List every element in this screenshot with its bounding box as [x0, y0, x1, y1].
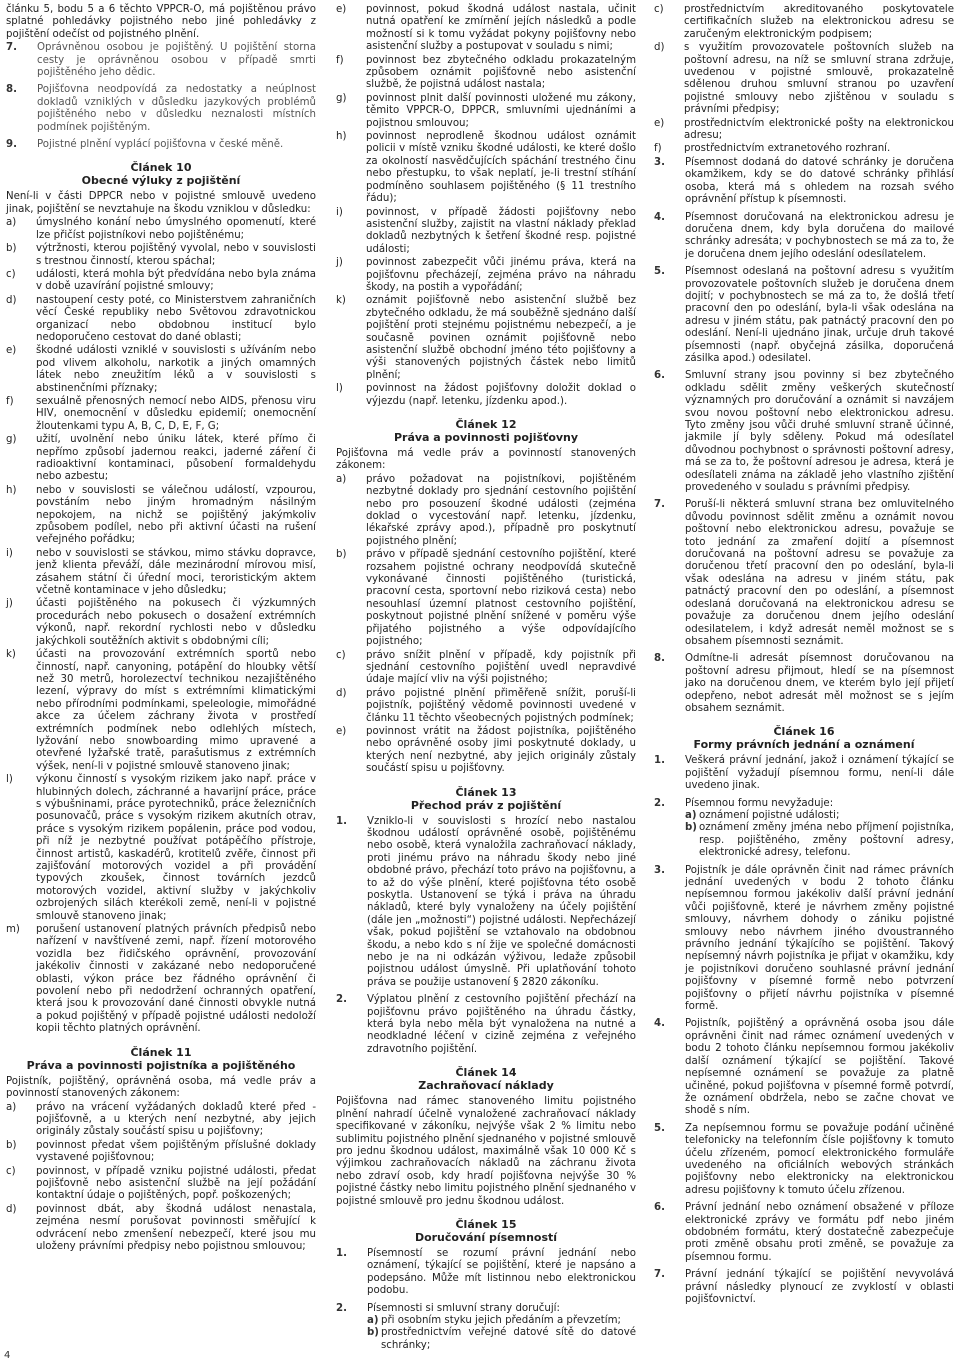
article-title: Přechod práv z pojištění	[410, 798, 562, 812]
item-marker: 6.	[654, 370, 665, 382]
numbered-item	[654, 499, 954, 648]
list-a12	[336, 474, 636, 776]
list-a15-subs-cont	[654, 4, 954, 156]
item-text: Veškerá právní jednání, jakož i oznámení týkající se pojištění vyžadují písemnou formu, není-li dále uvedeno jinak.	[685, 755, 954, 792]
item-text: prostřednictvím elektronické pošty na elektronickou adresu;	[684, 117, 954, 142]
article-intro: Není-li v části DPPCR nebo v pojistné smlouvě uvedeno jinak, pojištění se nevztahuje na škodu vzniklou v důsledku:	[6, 191, 316, 215]
numbered-item	[654, 1269, 954, 1306]
list-item	[6, 396, 316, 433]
item-text: povinnost, pokud škodná událost nastala, učinit nutná opatření ke zmírnění jejích následků a podle možností si k tomu vyžádat pokyny pojišťovny nebo asistenční služby a postupovat v souladu s nimi;	[366, 4, 636, 53]
item-marker: e)	[654, 117, 665, 129]
list-item	[336, 474, 636, 548]
item-text: povinnost předat všem pojištěným příslušné doklady vystavené pojišťovnou;	[36, 1139, 316, 1164]
item-marker: c)	[336, 649, 346, 661]
item-text: účasti pojištěného na pokusech či výzkumných procedurách nebo pokusech o dosažení extrémních výkonů, např. rekordní rychlosti nebo v důsledku jakýchkoli soutěžních aktivit s obdobnými cíli;	[36, 598, 316, 647]
item-marker: a)	[6, 1101, 17, 1113]
article-number: Článek 14	[455, 1066, 517, 1080]
item-text: povinnost dbát, aby škodná událost nenastala, zejména nesmí porušovat povinnosti směřující k odvrácení nebo zmenšení nebezpečí, které jsou mu uloženy právními předpisy nebo pojistnou smlouvou;	[36, 1203, 316, 1252]
item-text: užití, uvolnění nebo úniku látek, které přímo či nepřímo způsobí jadernou reakci, jaderné záření či radioaktivní kontaminaci, působení formaldehydu nebo azbestu;	[36, 434, 316, 483]
item-text: Písemnost odeslaná na poštovní adresu s využitím provozovatele poštovních služeb je doručena dnem dojití; v pochybnostech se má za to, že došlá třetí pracovní den po odeslání, byla-li však odeslána na adresu v jiném státu, pak patnáctý pracovní den po odeslání. Není-li ujednáno jinak, určuje druh takové písemnosti (např. obyčejná zásilka, doporučená zásilka apod.) odesilatel.	[685, 266, 954, 364]
article-heading	[654, 725, 954, 751]
sub-item	[685, 810, 954, 822]
list-item	[6, 295, 316, 345]
numbered-item	[654, 370, 954, 494]
item-text: Výplatou plnění z cestovního pojištění přechází na pojišťovnu právo pojištěného na úhradu částky, která byla nebo měla být vynaložena na nutné a neodkladné léčení v cizině zejména z veřejného zdravotního pojištění.	[367, 994, 636, 1055]
item-text: nastoupení cesty poté, co Ministerstvem zahraničních věcí České republiky nebo Světovou zdravotnickou organizací nebo obdobnou institucí bylo nedoporučeno cestovat do dané oblasti;	[36, 294, 316, 343]
item-marker: b)	[6, 1139, 17, 1151]
item-text: Za nepísemnou formu se považuje podání učiněné telefonicky na telefonním čísle pojišťovny k tomuto účelu zřízeném, pomocí elektronického formuláře uvedeného na oficiálních webových stránkách pojišťovny nebo elektronicky na elektronickou adresu pojišťovny k tomuto účelu zřízenou.	[685, 1122, 954, 1196]
item-marker: m)	[6, 924, 20, 936]
article-heading	[336, 1218, 636, 1244]
numbered-item	[336, 816, 636, 990]
column-1	[6, 4, 316, 1254]
list-a11-cont	[336, 4, 636, 408]
item-text: prostřednictvím akreditovaného poskytovatele certifikačních služeb na elektronickou adresu se zaručeným elektronickým podpisem;	[684, 4, 954, 40]
item-text: povinnost plnit další povinnosti uložené mu zákony, těmito VPPCR-O, DPPCR, smluvními ujednáními a pojistnou smlouvou;	[366, 92, 636, 129]
item-marker: j)	[336, 257, 343, 269]
item-text: Vzniklo-li v souvislosti s hrozící nebo nastalou škodnou událostí oprávněné osobě, pojištěnému nebo osobě, která vynaložila zachraňovací náklady, proti jinému právo na náhradu škody nebo jiné obdobné právo, přechází toto právo na pojišťovnu, a to až do výše plnění, které pojišťovna této osobě poskytla. Ustanovení se týká i práva na úhradu nákladů, které byly vynaloženy na účely pojištění (dále jen „možnosti“) pojistné události. Nepřecházejí však, pokud pojištění se vztahovalo na obdobnou škodu, a nebo kdo s ní žije ve společné domácnosti nebo je na ni odkázán výživou, ledaže způsobil pojistnou událost úmyslně. Při uplatňování tohoto práva se použije ustanovení § 2820 zákoníku.	[367, 815, 636, 988]
item-text: oznámit pojišťovně nebo asistenční službě bez zbytečného odkladu, že má souběžně sjednáno další pojištění proti stejnému pojistnému nebezpečí, a je současně povinen oznámit pojišťovně nebo asistenční službě obchodní jméno této pojišťovny a výši stanovených pojistných částek nebo limitů plnění;	[366, 295, 636, 381]
article-heading	[336, 786, 636, 812]
item-text: povinnost, v případě vzniku pojistné události, předat pojišťovně nebo asistenční službě na její požádání kontaktní údaje o pojištěných, popř. poškozených;	[36, 1165, 316, 1202]
list-item	[6, 345, 316, 395]
item-text: Písemnou formu nevyžaduje:	[685, 797, 834, 809]
item-marker: d)	[336, 687, 347, 699]
item-text: účasti na provozování extrémních sportů nebo činností, např. canyoning, potápění do hloubky větší než 30 metrů, horolezectví technikou nezajištěného lezení, výpravy do míst s extrémními klimatickými nebo přírodními podmínkami, speleologie, mimořádné akce za účelem záchrany života v prostředí extrémních podmínek nebo odlehlých místech, lyžování nebo snowboarding mimo upravené a otevřené lyžařské tratě, parašutismus z extrémních výšek, není-li v pojistné smlouvě stanoveno jinak;	[36, 649, 316, 772]
item-text: Smluvní strany jsou povinny si bez zbytečného odkladu sdělit změny veškerých skutečností významných pro doručování a oznámit si navzájem svou novou poštovní nebo elektronickou adresu. Tyto změny jsou vůči druhé smluvní straně účinné, jakmile jí byly sděleny. Pokud má odesílatel důvodnou pochybnost o správnosti poštovní adresy, má se za to, že poštovní adresou je adresa, která je odesílateli známa na základě jeho vlastního zjištění provedeného v souladu s právními předpisy.	[685, 370, 954, 494]
list-item	[336, 55, 636, 92]
list-item	[6, 598, 316, 648]
article-number: Článek 15	[455, 1217, 517, 1231]
numbered-item	[6, 42, 316, 79]
item-text: právo snížit plnění v případě, kdy pojistník při sjednání cestovního pojištění uvedl nepravdivé údaje mající vliv na výši pojistného;	[366, 649, 636, 686]
item-marker: d)	[6, 1203, 17, 1215]
item-text: Písemnost dodaná do datové schránky je doručena okamžikem, kdy se do datové schránky přihlásí osoba, která má s ohledem na rozsah svého oprávnění přístup k písemnosti.	[685, 156, 954, 206]
item-number: 9.	[6, 139, 17, 151]
sub-item-text: oznámení změny jména nebo příjmení pojistníka, resp. pojištěného, změny poštovní adresy, elektronické adresy, telefonu.	[699, 822, 954, 859]
item-text: Oprávněnou osobou je pojištěný. U pojištění storna cesty je oprávněnou osobou v případě smrti pojištěného jeho dědic.	[37, 42, 316, 79]
item-marker: f)	[654, 143, 662, 155]
list-item	[6, 1204, 316, 1254]
article-number: Článek 10	[130, 161, 192, 175]
column-3	[654, 4, 954, 1311]
item-text: Písemnosti si smluvní strany doručují:	[367, 1302, 560, 1314]
item-text: povinnost neprodleně škodnou událost oznámit policii v místě vzniku škodné události, ke které došlo za okolností nasvědčujících spáchání trestného činu nebo přestupku, to však neplatí, je-li trestní stíhání podmíněno souhlasem pojištěného (§ 11 trestního řádu);	[366, 131, 636, 205]
numbered-item	[6, 84, 316, 134]
item-text: prostřednictvím extranetového rozhraní.	[684, 143, 891, 155]
sub-item-text: oznámení pojistné události;	[699, 809, 840, 821]
list-a10	[6, 217, 316, 1035]
item-text: Poruší-li některá smluvní strana bez omluvitelného důvodu povinnost sdělit změnu a oznámit novou poštovní nebo elektronickou adresu, považuje se toto jednání za zmaření dojití a písemnost doručovaná na poštovní adresu se považuje za doručenou třetí pracovní den po odeslání, byla-li však odeslána na adresu v jiném státu, pak patnáctý pracovní den po odeslání, a písemnost odeslaná doručovaná na elektronickou adresu se považuje za doručenou dnem jejího odeslání odesilatelem, i když adresát neměl možnost se s obsahem písemnosti seznámit.	[685, 499, 954, 647]
list-item	[6, 269, 316, 294]
list-item	[336, 549, 636, 648]
article-heading	[6, 1046, 316, 1072]
page-number: 4	[4, 1350, 11, 1361]
list-a11	[6, 1102, 316, 1254]
item-marker: h)	[6, 484, 17, 496]
numbered-item	[654, 212, 954, 262]
sub-item	[367, 1327, 636, 1352]
sub-item	[367, 1315, 636, 1327]
item-text: právo požadovat na pojistníkovi, pojištěném nezbytné doklady pro sjednání cestovního pojištění nebo pro posouzení škodné události (zejména doklad o vycestování např. letenku, jízdenku, lékařské zprávy apod.), případně pro poskytnutí pojistného plnění;	[366, 473, 636, 547]
item-marker: c)	[6, 268, 16, 280]
numbered-item	[654, 755, 954, 792]
list-item	[6, 485, 316, 547]
paragraph-continued: článku 5, bodu 5 a 6 těchto VPPCR-O, má pojištěnou právo splatné pohledávky pojistného nebo jiné pohledávky z pojištění odečíst od pojistného plnění.	[6, 4, 316, 40]
list-item	[336, 295, 636, 382]
list-item	[6, 217, 316, 242]
numbered-item	[654, 266, 954, 365]
list-item	[336, 383, 636, 408]
item-marker: g)	[6, 434, 17, 446]
list-item	[336, 207, 636, 257]
item-marker: 7.	[654, 499, 665, 511]
item-text: povinnost, v případě žádosti pojišťovny nebo asistenční služby, zajistit na vlastní náklady překlad dokladů nezbytných k šetření škodné resp. pojistné události;	[366, 206, 636, 255]
column-2	[336, 4, 636, 1357]
item-marker: i)	[336, 206, 343, 218]
list-item	[6, 434, 316, 484]
item-text: právo pojistné plnění přiměřeně snížit, poruší-li pojistník, pojištěný vědomě povinnosti uvedené v článku 11 těchto všeobecných pojistných podmínek;	[366, 687, 636, 724]
list-item	[336, 93, 636, 130]
numbered-item	[336, 994, 636, 1056]
article-number: Článek 16	[773, 725, 835, 739]
item-text: povinnost zabezpečit vůči jinému práva, která na pojišťovnu přecházejí, zejména právo na náhradu škody, na postih a vypořádání;	[366, 257, 636, 293]
item-marker: 8.	[654, 653, 665, 665]
numbered-item	[654, 1123, 954, 1197]
item-marker: 5.	[654, 1122, 665, 1134]
item-marker: k)	[336, 295, 346, 307]
item-text: právo na vrácení vyžádaných dokladů které před pojišťovně, a u kterých není nezbytné, aby jejich originály zůstaly součástí spisu u pojišťovny;	[36, 1101, 316, 1138]
list-a15	[336, 1248, 636, 1352]
item-text: Pojistník je dále oprávněn činit nad rámec právních jednání uvedených v bodu 2 tohoto článku nepísemnou formou jakékoliv další právní jednání vůči pojišťovně, které je návrhem změny pojistné smlouvy, návrhem dohody o zániku pojistné smlouvy nebo návrhem jiného dvoustranného právního jednání týkajícího se pojištění. Takový nepísemný návrh pojistníka je přijat v okamžiku, kdy je pojistníkovi doručeno souhlasné právní jednání pojišťovny v písemné formě nebo potvrzení pojišťovny o přijetí návrhu pojistníka v písemné formě.	[685, 864, 954, 1013]
numbered-item	[654, 1202, 954, 1264]
item-marker: e)	[336, 725, 347, 737]
article-title: Formy právních jednání a oznámení	[693, 738, 915, 752]
list-item	[654, 4, 954, 41]
item-text: výtržnosti, kterou pojištěný vyvolal, nebo v souvislosti s trestnou činností, kterou spáchal;	[36, 243, 316, 267]
sub-item	[685, 822, 954, 859]
list-item	[654, 118, 954, 143]
sub-item-text: prostřednictvím veřejné datové sítě do datové schránky;	[381, 1327, 636, 1351]
list-item	[6, 649, 316, 773]
list-a15-cont	[654, 157, 954, 715]
item-marker: f)	[6, 395, 14, 407]
sub-item-text: při osobním styku jejich předáním a převzetím;	[381, 1314, 621, 1326]
article-text: Pojišťovna nad rámec stanoveného limitu pojistného plnění nahradí účelně vynaložené zachraňovací náklady specifikované v zákoníku, nejvýše však 2 % limitu nebo sublimitu pojistného plnění sjednaného v pojistné smlouvě pro jednu škodnou událost, maximálně však 10 000 Kč s výjimkou zachraňovacích nákladů na záchranu života nebo zdraví osob, kdy hradí pojišťovna nejvýše 30 % pojistné částky nebo limitu pojistného plnění sjednaného v pojistné smlouvě pro jednu škodnou událost.	[336, 1096, 636, 1207]
item-text: povinnost vrátit na žádost pojistníka, pojištěného nebo oprávněné osoby jimi poskytnuté doklady, u kterých není nezbytné, aby jejich originály zůstaly součástí spisu u pojišťovny.	[366, 725, 636, 775]
article-heading	[336, 1066, 636, 1092]
item-number: 7.	[6, 42, 17, 54]
item-marker: 4.	[654, 1018, 665, 1030]
item-text: Právní jednání týkající se pojištění nevyvolává právní následky plynoucí ze zvyklostí v oblasti pojišťovnictví.	[685, 1269, 954, 1305]
item-text: nebo v souvislosti se válečnou událostí, vzpourou, povstáním nebo jiným hromadným násilným nepokojem, na nichž se pojištěný jakýmkoliv způsobem podílel, nebo při aktivní účasti na rušení veřejného pořádku;	[36, 484, 316, 546]
sub-item-marker: b)	[685, 822, 697, 834]
list-item	[6, 243, 316, 268]
article-title: Doručování písemností	[414, 1230, 558, 1244]
list-item	[654, 143, 954, 155]
list-item	[6, 1102, 316, 1139]
item-marker: b)	[336, 549, 347, 561]
item-text: sexuálně přenosných nemocí nebo AIDS, přenosu viru HIV, onemocnění v důsledku epidemií; onemocnění žloutenkami typu A, B, C, D, E, F, G;	[36, 395, 316, 432]
item-marker: h)	[336, 131, 347, 143]
list-item	[6, 1166, 316, 1203]
item-text: Písemností se rozumí právní jednání nebo oznámení, týkající se pojištění, které je napsáno a podepsáno. Může mít listinnou nebo elektronickou podobu.	[367, 1247, 636, 1297]
item-text: Pojišťovna neodpovídá za nedostatky a neúplnost dokladů vzniklých v důsledku jazykových problémů pojištěného nebo v důsledku neznalosti místních podmínek pojištěným.	[37, 84, 316, 133]
article-intro: Pojistník, pojištěný, oprávněná osoba, má vedle práv a povinností stanovených zákonem:	[6, 1075, 316, 1100]
item-text: s využitím provozovatele poštovních služeb na poštovní adresu, na níž se smluvní strana zdržuje, uvedenou v pojistné smlouvě, prokazatelně sdělenou druhou smluvní stranou po uzavření pojistné smlouvy nebo zjištěnou v souladu s právními předpisy;	[684, 42, 954, 116]
list-item	[336, 4, 636, 54]
item-text: porušení ustanovení platných právních předpisů nebo nařízení v navštívené zemi, např. řízení motorového vozidla bez řidičského oprávnění, provozování jakékoliv činnosti v zakázané nebo nedoporučené oblasti, výkon práce bez řádného oprávnění či povolení nebo při nedodržení ochranných opatření, která jsou k provozování dané činnosti obvykle nutná a pokud pojištěný v případě pojistné události nedoloží kopii těchto platných oprávnění.	[36, 924, 316, 1035]
item-marker: g)	[336, 92, 347, 104]
article-number: Článek 12	[455, 418, 517, 431]
numbered-item	[654, 653, 954, 715]
item-text: Písemnost doručovaná na elektronickou adresu je doručena dnem, kdy byla doručena do mailové schránky adresáta; v pochybnostech se má za to, že je doručena dnem jejího odeslání odesílatelem.	[685, 211, 954, 260]
item-number: 8.	[6, 84, 17, 96]
list-item	[336, 688, 636, 725]
numbered-item	[654, 1018, 954, 1117]
list-a13	[336, 816, 636, 1057]
numbered-item	[336, 1248, 636, 1298]
item-marker: 3.	[654, 156, 665, 168]
item-text: výkonu činností s vysokým rizikem jako např. práce v hlubinných dolech, záchranné a havarijní práce, práce s výbušninami, práce pyrotechniků, práce železničních posunovačů, práce s vysokým rizikem akutních otrav, práce s vysokým rizikem popálenin, práce pod vodou, při níž je nezbytné používat potápěčího přístroje, činnost artistů, kaskadérů, krotitelů zvěře, činnost při zajišťování motorových vozidel a při provádění typových zkoušek, činnost továrních jezdců motorových vozidel, aktivní služby v jakýchkoliv ozbrojených silách kterékoli země, není-li v pojistné smlouvě stanoveno jinak;	[36, 774, 316, 922]
item-marker: e)	[336, 4, 347, 15]
article-heading	[6, 161, 316, 187]
item-text: Pojistník, pojištěný a oprávněná osoba jsou dále oprávněni činit nad rámec oznámení uvedených v bodu 2 tohoto článku nepísemnou formou jakékoliv další oznámení týkající se pojištění. Takové nepísemné oznámení se považuje za platně učiněné, pokud pojišťovna v písemné formě potvrdí, že oznámení obdržela, nebo se začne chovat ve shodě s ním.	[685, 1018, 954, 1117]
item-marker: k)	[6, 649, 16, 661]
item-text: Právní jednání nebo oznámení obsažené v příloze elektronické zprávy ve formátu pdf nebo jiném obdobném formátu, který dostatečně zabezpečuje proti změně obsahu proti změně, se považuje za písemnou formu.	[685, 1202, 954, 1263]
item-marker: i)	[6, 547, 13, 559]
item-text: úmyslného konání nebo úmyslného opomenutí, které lze přičíst pojistníkovi nebo pojištěnému;	[36, 217, 316, 241]
sub-item-marker: a)	[367, 1314, 379, 1326]
item-marker: a)	[6, 217, 17, 229]
article-heading	[336, 418, 636, 444]
item-text: právo v případě sjednání cestovního pojištění, které rozsahem pojistné ochrany neodpovídá skutečně vykonávané činnosti pojištěného (turistická, pracovní cesta, sportovní nebo riziková cesta) nebo nesouhlasí územní platnost cestovního pojištění, poskytnout pojistné plnění snížené v poměru výše přijatého pojistného a výše odpovídajícího pojistného;	[366, 549, 636, 648]
numbered-item	[6, 139, 316, 151]
list-item	[336, 131, 636, 205]
item-marker: c)	[654, 4, 664, 15]
list-item	[6, 774, 316, 923]
list-item	[336, 257, 636, 294]
item-marker: f)	[336, 54, 344, 66]
item-marker: a)	[336, 473, 347, 485]
article-number: Článek 13	[455, 785, 517, 799]
item-marker: 5.	[654, 266, 665, 278]
item-marker: e)	[6, 345, 17, 357]
item-text: povinnost bez zbytečného odkladu prokazatelným způsobem oznámit pojišťovně nebo asistenční službě, že pojistná událost nastala;	[366, 54, 636, 91]
item-marker: l)	[6, 774, 13, 786]
item-marker: d)	[654, 42, 665, 54]
item-marker: d)	[6, 294, 17, 306]
item-text: povinnost na žádost pojišťovny doložit doklad o výjezdu (např. letenku, jízdenku apod.).	[366, 383, 636, 407]
item-text: Odmítne-li adresát písemnost doručovanou na poštovní adresu přijmout, hledí se na písemnost jako na doručenou dnem, ve kterém bylo její přijetí odepřeno, nebot adresát měl možnost se s jejím obsahem seznámit.	[685, 653, 954, 714]
item-marker: 1.	[336, 1247, 347, 1259]
numbered-item	[654, 798, 954, 860]
list-item	[336, 650, 636, 687]
sub-item-marker: b)	[367, 1327, 379, 1339]
sub-item-marker: a)	[685, 809, 697, 821]
article-title: Obecné výluky z pojištění	[81, 174, 241, 188]
list-item	[336, 726, 636, 776]
item-marker: j)	[6, 598, 13, 610]
list-item	[6, 548, 316, 598]
item-marker: l)	[336, 383, 343, 395]
article-number: Článek 11	[130, 1045, 192, 1059]
item-marker: 1.	[336, 815, 347, 827]
item-text: Pojistné plnění vyplácí pojišťovna v české měně.	[37, 139, 284, 151]
item-marker: 1.	[654, 755, 665, 767]
list-item	[6, 1140, 316, 1165]
article-title: Práva a povinnosti pojistníka a pojištěného	[26, 1058, 296, 1072]
numbered-item	[654, 865, 954, 1014]
article-intro: Pojišťovna má vedle práv a povinností stanovených zákonem:	[336, 448, 636, 472]
numbered-item	[654, 157, 954, 207]
item-marker: 7.	[654, 1269, 665, 1281]
list-item	[6, 924, 316, 1036]
item-text: události, která mohla být předvídána nebo byla známa v době uzavírání pojistné smlouvy;	[36, 268, 316, 293]
item-marker: 6.	[654, 1202, 665, 1214]
item-marker: 4.	[654, 211, 665, 223]
item-text: nebo v souvislosti se stávkou, mimo stávku dopravce, jenž klienta převáží, dále mezinárodní mírovou misí, zásahem státní či úřední moci, teroristickým aktem včetně kontaminace v jeho důsledku;	[36, 547, 316, 597]
item-text: škodné události vzniklé v souvislosti s užíváním nebo pod vlivem alkoholu, narkotik a jiných omamných látek nebo zneužitím léků a v souvislosti s abstinenčními příznaky;	[36, 345, 316, 394]
article-title: Práva a povinnosti pojišťovny	[393, 431, 579, 444]
list-item	[654, 42, 954, 116]
item-marker: 3.	[654, 864, 665, 876]
item-marker: 2.	[336, 1302, 347, 1314]
item-marker: c)	[6, 1165, 16, 1177]
item-marker: b)	[6, 243, 17, 255]
list-a16	[654, 755, 954, 1306]
item-marker: 2.	[654, 797, 665, 809]
numbered-item	[336, 1303, 636, 1353]
item-marker: 2.	[336, 994, 347, 1006]
article-title: Zachraňovací náklady	[418, 1079, 554, 1093]
